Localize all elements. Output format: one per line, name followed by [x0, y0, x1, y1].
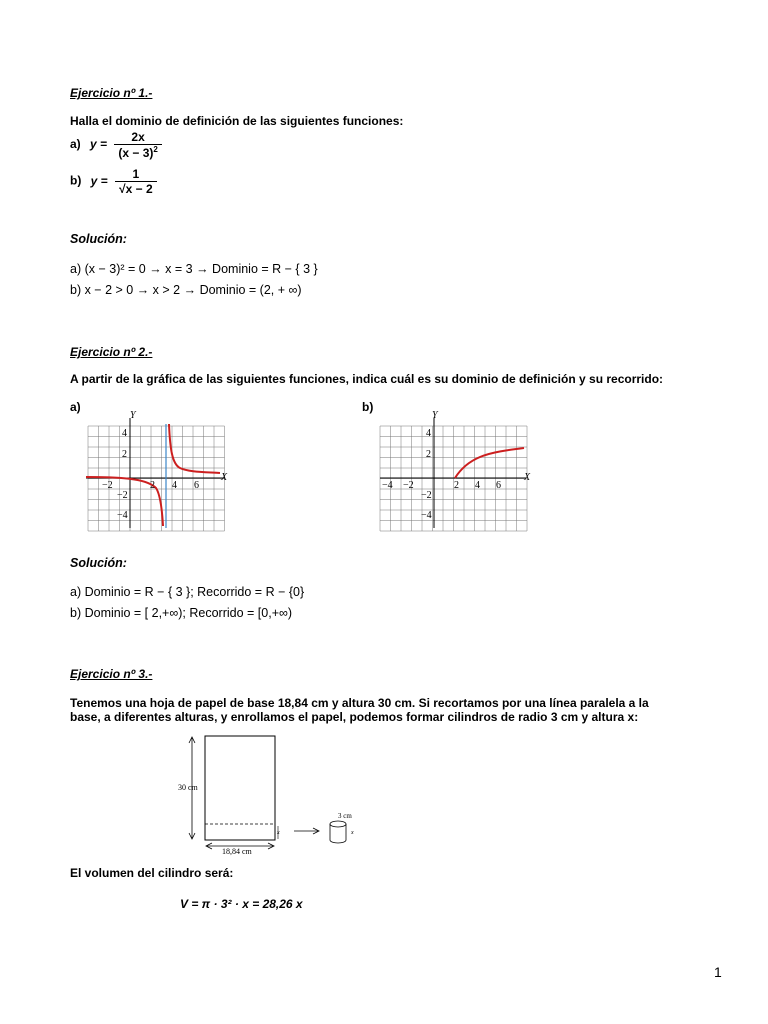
graph-a-tick-y-2: 2	[122, 449, 127, 460]
ex1-header: Ejercicio nº 1.-	[70, 86, 153, 100]
graph-a-tick-y-4: 4	[122, 428, 127, 439]
ex2-graph-b-label: b)	[362, 400, 374, 414]
ex1-b-numerator: 1	[115, 167, 157, 182]
ex2-graph-a-label: a)	[70, 400, 81, 414]
ex1-a-lhs: y =	[90, 137, 108, 152]
ex1-func-a	[70, 130, 162, 160]
graph-a-tick-x-6: 6	[194, 480, 199, 491]
graph-b-tick-x-2: 2	[454, 480, 459, 491]
cylinder-top	[330, 821, 346, 827]
ex1-b-fraction	[115, 167, 157, 196]
graph-a-curve-right	[169, 424, 220, 473]
ex2-graph-b	[378, 408, 538, 534]
label-radius: 3 cm	[338, 812, 352, 820]
ex1-a-label: a)	[70, 137, 81, 152]
ex3-prompt-line1: Tenemos una hoja de papel de base 18,84 cm y altura 30 cm. Si recortamos por una línea paralela a la	[70, 696, 649, 710]
cylinder-bottom	[330, 840, 346, 843]
graph-a-tick-x-2: 2	[150, 480, 155, 491]
graph-a-tick-y-m2: −2	[117, 490, 128, 501]
ex1-a-fraction	[114, 130, 161, 160]
label-x-small: x	[277, 830, 280, 836]
ex1-a-denominator: (x − 3)	[118, 146, 154, 160]
ex1-b-denominator: x − 2	[125, 182, 153, 196]
graph-a-tick-x-m2: −2	[102, 480, 113, 491]
ex2-prompt: A partir de la gráfica de las siguientes funciones, indica cuál es su dominio de definición y su recorrido:	[70, 372, 664, 386]
graph-b-curve	[455, 448, 524, 478]
ex1-a-exponent: 2	[153, 145, 158, 154]
ex2-graph-a	[80, 408, 240, 534]
ex1-b-label: b)	[70, 173, 82, 188]
graph-a-tick-y-m4: −4	[117, 510, 128, 521]
ex1-prompt: Halla el dominio de definición de las siguientes funciones:	[70, 114, 404, 128]
graph-b-tick-y-m4: −4	[421, 510, 432, 521]
ex2-solution-label: Solución:	[70, 556, 127, 570]
ex1-a-numerator: 2x	[114, 130, 161, 145]
graph-b-tick-x-m2: −2	[403, 480, 414, 491]
ex1-solution-label: Solución:	[70, 232, 127, 246]
ex3-paper-diagram	[170, 730, 370, 858]
graph-b-tick-x-6: 6	[496, 480, 501, 491]
graph-a-x-label: X	[221, 472, 228, 483]
paper-sheet	[205, 736, 275, 840]
ex2-header: Ejercicio nº 2.-	[70, 345, 153, 359]
graph-b-tick-x-m4: −4	[382, 480, 393, 491]
label-x-cyl: x	[351, 830, 354, 836]
graph-b-tick-y-2: 2	[426, 449, 431, 460]
ex1-b-lhs: y =	[90, 173, 108, 188]
graph-a-tick-x-4: 4	[172, 480, 177, 491]
graph-b-y-label: Y	[432, 410, 438, 421]
graph-b-tick-y-m2: −2	[421, 490, 432, 501]
ex3-header: Ejercicio nº 3.-	[70, 667, 153, 681]
ex2-solution-a: a) Dominio = R − { 3 }; Recorrido = R − {0}	[70, 585, 305, 599]
ex1-solution-b: b) x − 2 > 0 → x > 2 → Dominio = (2, + ∞)	[70, 283, 302, 297]
graph-b-tick-x-4: 4	[475, 480, 480, 491]
graph-a-y-label: Y	[130, 410, 136, 421]
ex2-solution-b: b) Dominio = [ 2,+∞); Recorrido = [0,+∞)	[70, 606, 293, 620]
ex3-volume-formula: V = π · 3² · x = 28,26 x	[180, 897, 303, 911]
graph-b-x-label: X	[524, 472, 531, 483]
ex3-prompt-line2: base, a diferentes alturas, y enrollamos el papel, podemos formar cilindros de radio 3 cm y altura x:	[70, 710, 639, 724]
ex3-volume-text: El volumen del cilindro será:	[70, 866, 234, 880]
ex1-solution-a: a) (x − 3)² = 0 → x = 3 → Dominio = R − { 3 }	[70, 262, 318, 276]
page-number: 1	[714, 964, 722, 980]
label-base: 18,84 cm	[222, 847, 252, 856]
ex1-b-root: √	[119, 182, 126, 196]
label-height: 30 cm	[178, 783, 198, 792]
graph-b-tick-y-4: 4	[426, 428, 431, 439]
ex1-func-b	[70, 167, 157, 196]
